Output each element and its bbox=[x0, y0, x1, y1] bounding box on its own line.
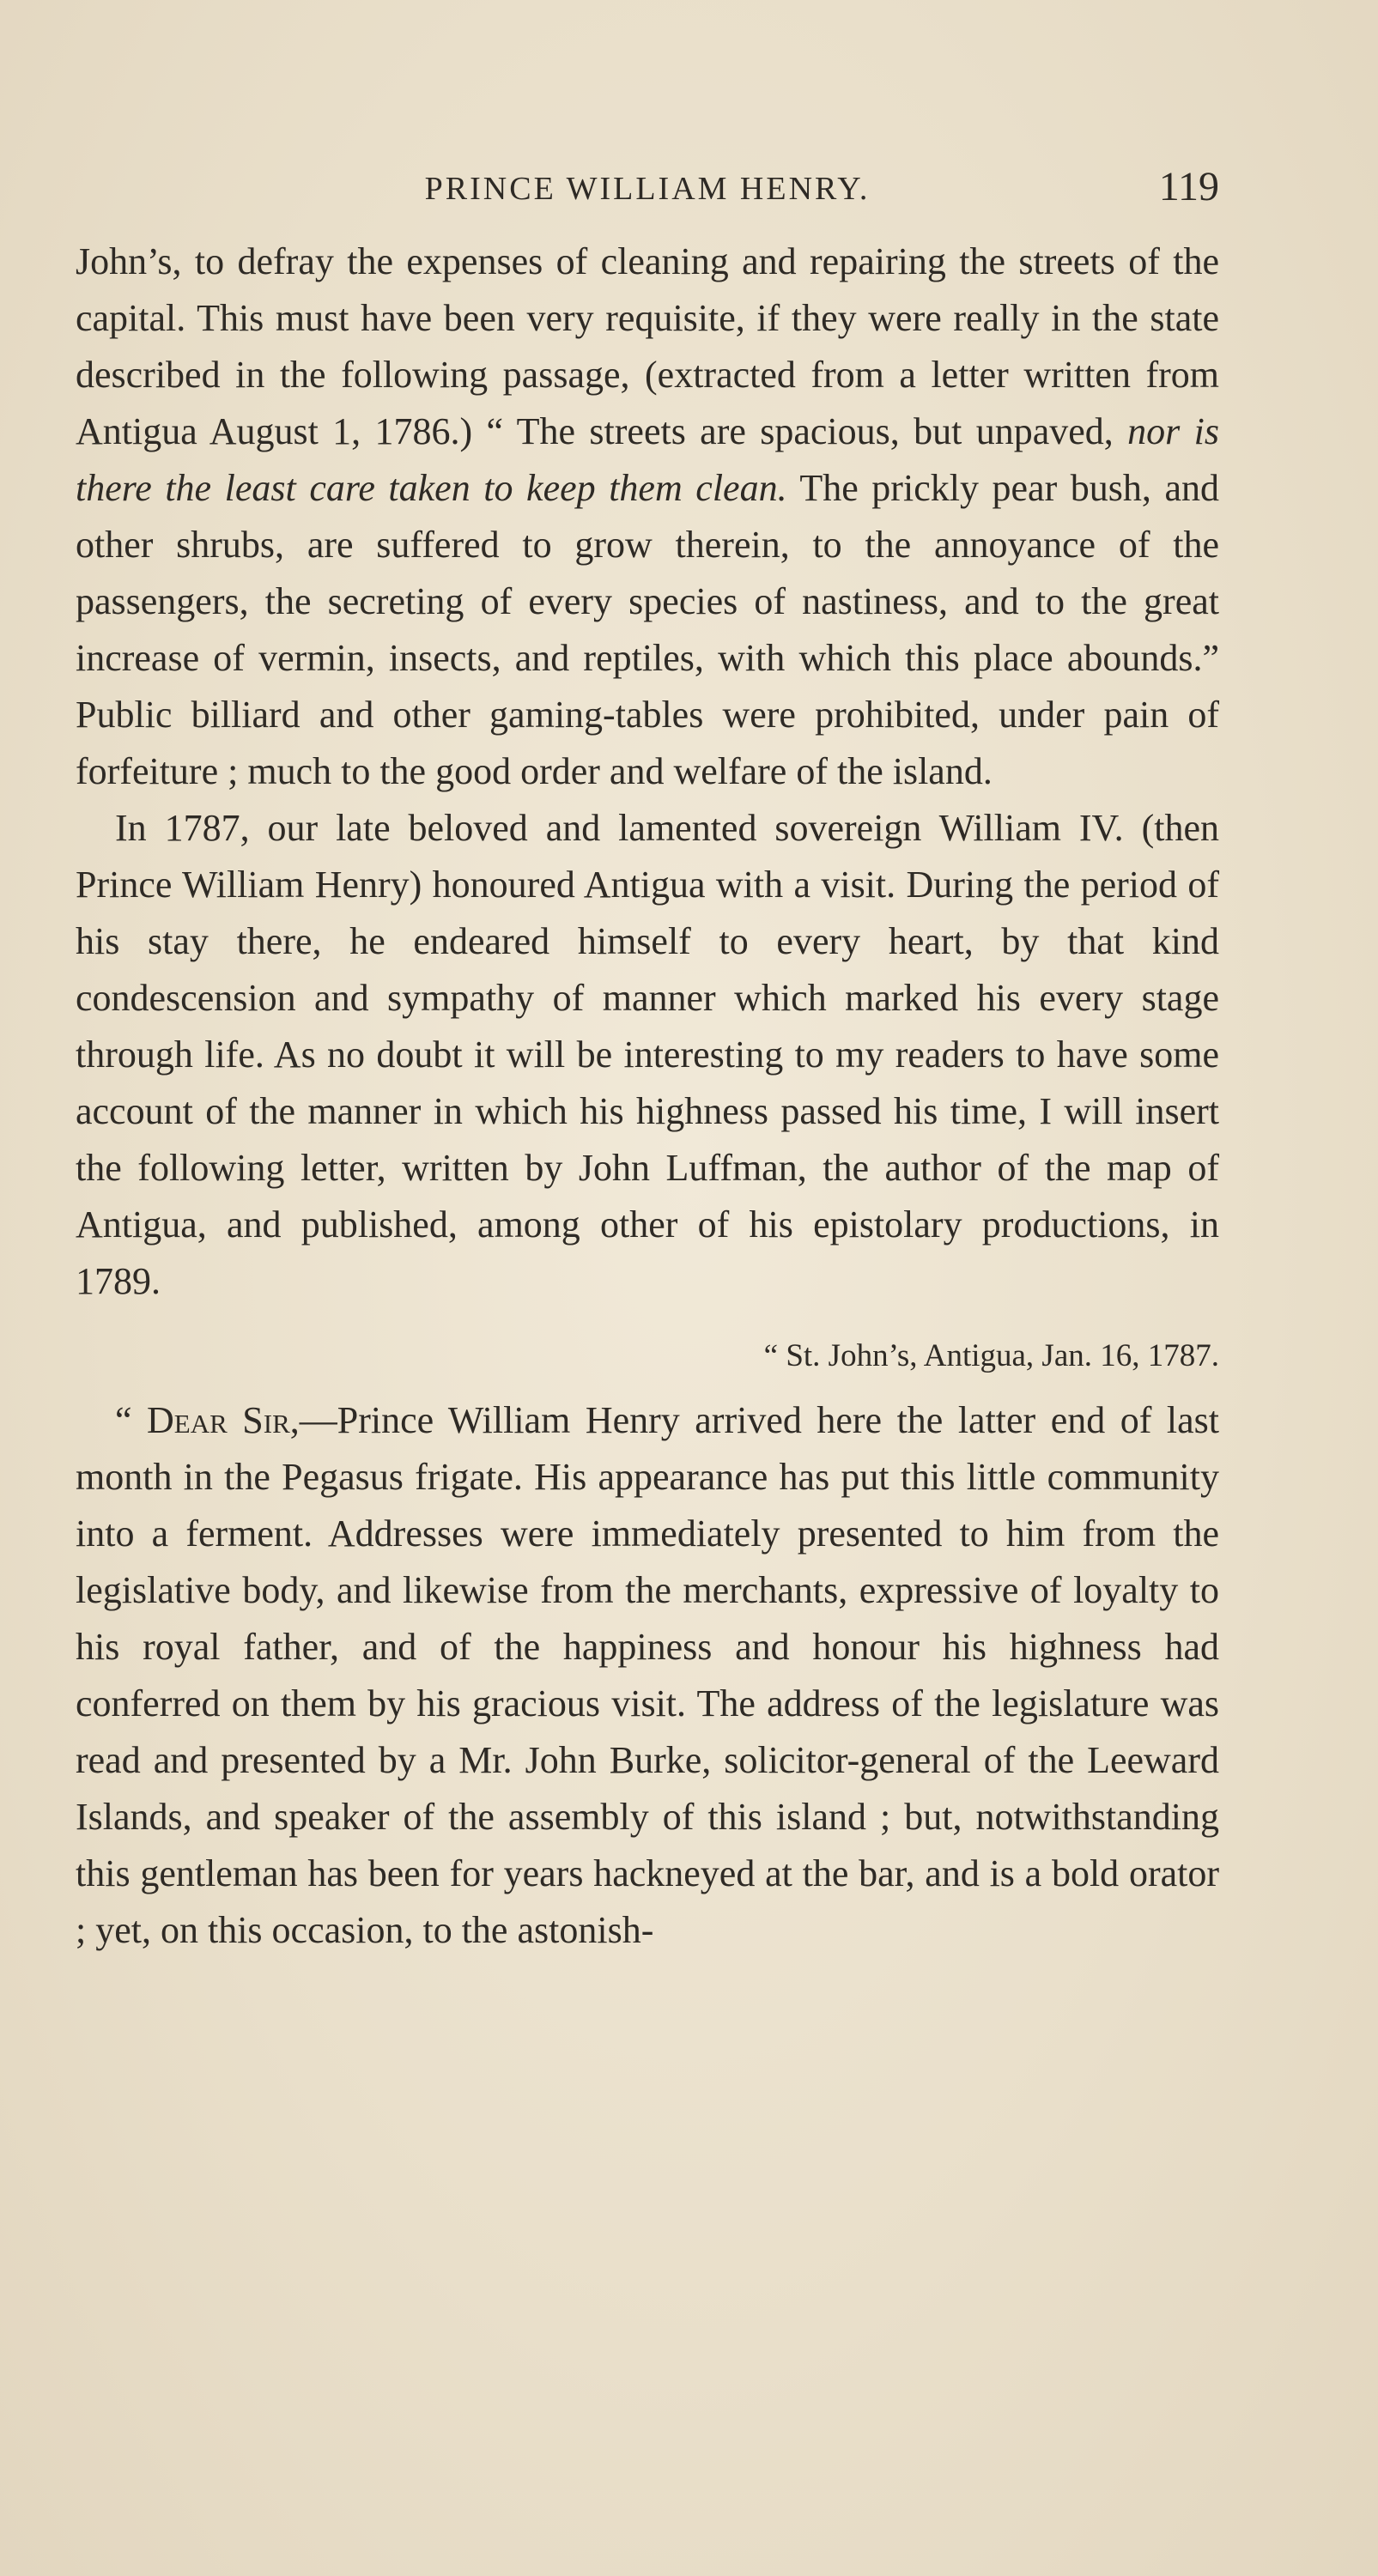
italic-quotation: nor is there the least care taken to keep them clean. bbox=[76, 410, 1219, 509]
body-text bbox=[76, 233, 1219, 1959]
letter-dateline: “ St. John’s, Antigua, Jan. 16, 1787. bbox=[763, 1338, 1219, 1373]
running-title: PRINCE WILLIAM HENRY. bbox=[424, 171, 871, 207]
paragraph-continued bbox=[76, 233, 1219, 800]
letter-salutation: “ Dear Sir, bbox=[115, 1399, 300, 1441]
paragraph-text: John’s, to defray the expenses of cleaning and repairing the streets of the capital. This must have been very requisite, if they were really in the state described in the following passage, (extracted from a letter written from Antigua August 1, 1786.) “ The streets are spacious, but unpaved, bbox=[76, 240, 1219, 452]
letter-paragraph bbox=[76, 1392, 1219, 1959]
paragraph-visit: In 1787, our late beloved and lamented sovereign William IV. (then Prince William Henry) honoured Antigua with a visit. During the period of his stay there, he endeared himself to every heart, by that kind condescension and sympathy of manner which marked his every stage through life. As no doubt it will be interesting to my readers to have some account of the manner in which his highness passed his time, I will insert the following letter, written by John Luffman, the author of the map of Antigua, and published, among other of his epistolary productions, in 1789. bbox=[76, 807, 1219, 1302]
running-head bbox=[76, 163, 1219, 218]
page-number: 119 bbox=[1158, 164, 1219, 209]
letter-body: —Prince William Henry arrived here the latter end of last month in the Pegasus frigate. His appearance has put this little community into a ferment. Addresses were immediately presented to him from the legislative body, and likewise from the merchants, expressive of loyalty to his royal father, and of the happiness and honour his highness had conferred on them by his gracious visit. The address of the legislature was read and presented by a Mr. John Burke, solicitor-general of the Leeward Islands, and speaker of the assembly of this island ; but, notwithstanding this gentleman has been for years hackneyed at the bar, and is a bold orator ; yet, on this occasion, to the astonish- bbox=[76, 1399, 1219, 1951]
paragraph-text: The prickly pear bush, and other shrubs, are suffered to grow therein, to the annoyance of the passengers, the secreting of every species of nastiness, and to the great increase of vermin, insects, and reptiles, with which this place abounds.” Public billiard and other gaming-tables were prohibited, under pain of forfeiture ; much to the good order and welfare of the island. bbox=[76, 467, 1219, 792]
book-page bbox=[76, 163, 1219, 1959]
